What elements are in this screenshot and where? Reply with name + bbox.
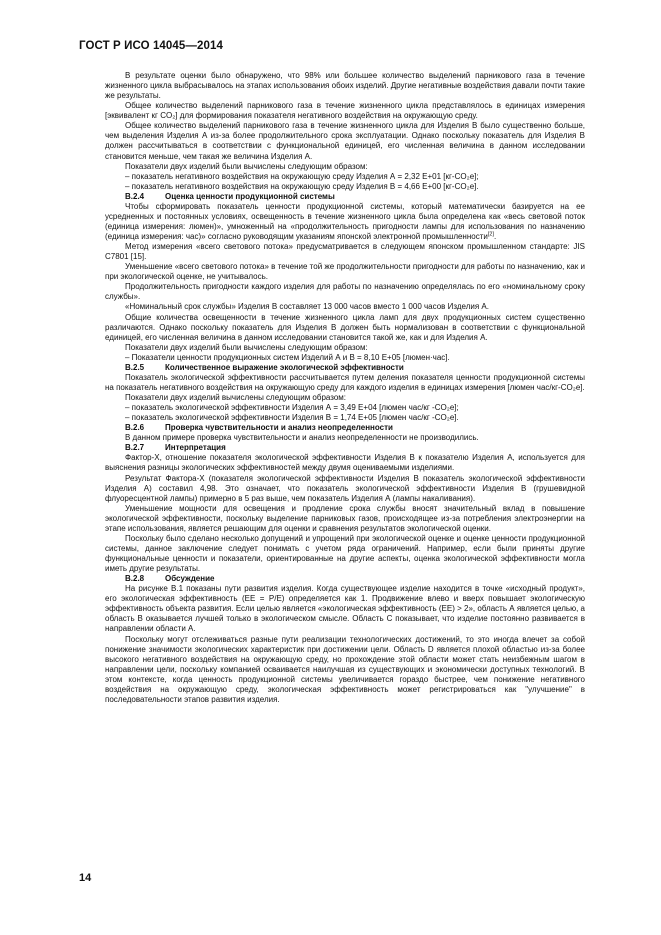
paragraph: Общие количества освещенности в течение жизненного цикла ламп для двух продукционных систем существенно различаются. Однако поскольку показатель для Изделия В должен быть нормализован в соответствии с функциональной единицей, его численная величина в данном исследовании становится такой же, как и для Изделия А. xyxy=(105,312,585,342)
paragraph: Показатель экологической эффективности рассчитывается путем деления показателя ценности продукционной системы на показатель негативного воздействия на окружающую среду для каждого изделия в единицах измерения [люмен час/кг-CO₂e]. xyxy=(105,372,585,392)
paragraph: Поскольку было сделано несколько допущений и упрощений при экологической оценке и оценке ценности продукционной системы, данное заключение следует понимать с учетом ряда ограничений. Например, если были приняты другие функциональные ценности и показатели, ориентированные на другие аспекты, оценка экологической эффективности могла иметь другие результаты. xyxy=(105,533,585,574)
page-number: 14 xyxy=(79,872,92,884)
paragraph: Общее количество выделений парникового газа в течение жизненного цикла для Изделия В было существенно больше, чем выделения Изделия А из-за более продолжительного срока эксплуатации. Однако поскольку показатель для Изделия В должен рассчитываться в соответствии с функциональной единицей, его численная величина в данном исследовании становится меньше, чем такая же величина Изделия А. xyxy=(105,121,585,161)
document-header: ГОСТ Р ИСО 14045—2014 xyxy=(79,40,224,52)
paragraph: Показатели двух изделий вычислены следующим образом: xyxy=(125,393,347,402)
paragraph: Чтобы сформировать показатель ценности продукционной системы, который математически базируется на ее усредненных и постоянных условиях, освещенность в течение жизненного цикла была определена как «весь световой поток (единица измерения: люмен)», умноженный на «продолжительность пригодности лампы для использования по назначению (единица измерения: час)» согласно руководящим указаниям японской электронной промышленности[2]. xyxy=(105,201,585,241)
paragraph: На рисунке В.1 показаны пути развития изделия. Когда существующее изделие находится в точке «исходный продукт», его экологическая эффективность (EE = P/E) определяется как 1. Продвижение влево и вверх повышает экологическую эффективность объекта развития. Если целью является «экологическая эффективность (EE) > 2», область А является целью, а область В оказывается лучшей только в экологическом смысле. Область С показывает, что изделие постоянно развивается в направлении области А. xyxy=(105,584,585,634)
list-item: – показатель экологической эффективности Изделия А = 3,49 Е+04 [люмен час/кг -CO₂e]; xyxy=(125,403,459,413)
section-number: В.2.6 xyxy=(125,423,145,433)
paragraph: Показатели двух изделий были вычислены следующим образом: xyxy=(125,161,368,171)
section-title: Интерпретация xyxy=(165,443,226,453)
paragraph: В результате оценки было обнаружено, что 98% или большее количество выделений парникового газа в течение жизненного цикла выбрасывалось на этапах использования обоих изделий. Другие негативные воздействия давали почти такие же результаты. xyxy=(105,71,585,101)
footnote-reference[interactable]: [2] xyxy=(487,231,494,238)
section-title: Проверка чувствительности и анализ неопределенности xyxy=(165,423,393,433)
paragraph: Уменьшение мощности для освещения и продление срока службы вносят значительный вклад в повышение экологической эффективности, поскольку выделение парниковых газов, происходящее из-за потребления электроэнергии на этапе использования, является решающим для оценки и сравнения результатов экологической оценки. xyxy=(105,503,585,533)
document-body xyxy=(105,71,585,705)
section-heading xyxy=(105,443,585,453)
paragraph: Фактор-Х, отношение показателя экологической эффективности Изделия В к показателю Изделия А, используется для выяснения разницы экологических эффективностей между двумя оцениваемыми изделиями. xyxy=(105,453,585,473)
paragraph: Поскольку могут отслеживаться разные пути реализации технологических достижений, то это иногда влечет за собой понижение значимости экологических характеристик при достижении цели. Область D является плохой областью из-за более высокого негативного воздействия на окружающую среду, но прохождение этой области может стать неизбежным шагом в направлении цели, поскольку компанией осваивается наилучшая из существующих и экономически доступных технологий. В этом контексте, когда ценность продукционной системы увеличивается гораздо быстрее, чем понижение негативного воздействия на окружающую среду, экологическая эффективность может регистрироваться как "улучшение" в последовательности этапов развития изделия. xyxy=(105,634,585,704)
section-number: В.2.7 xyxy=(125,443,145,453)
paragraph: В данном примере проверка чувствительности и анализ неопределенности не производились. xyxy=(125,433,479,443)
paragraph: Уменьшение «всего светового потока» в течение той же продолжительности пригодности для работы по назначению, как и при экологической оценке, не учитывалось. xyxy=(105,262,585,282)
section-number: В.2.4 xyxy=(125,191,145,201)
paragraph: Метод измерения «всего светового потока» предусматривается в следующем японском промышленном стандарте: JIS C7801 [15]. xyxy=(105,242,585,262)
section-title: Оценка ценности продукционной системы xyxy=(165,191,335,201)
section-heading xyxy=(105,423,585,433)
section-number: В.2.8 xyxy=(125,574,145,584)
list-item: – Показатели ценности продукционных систем Изделий А и В = 8,10 Е+05 [люмен·час]. xyxy=(125,352,450,362)
list-item: – показатель негативного воздействия на окружающую среду Изделия А = 2,32 Е+01 [кг-CO₂e]; xyxy=(125,171,479,181)
section-title: Количественное выражение экологической эффективности xyxy=(165,362,404,372)
section-heading xyxy=(105,192,585,202)
list-item: – показатель экологической эффективности Изделия В = 1,74 Е+05 [люмен час/кг -CO₂e]. xyxy=(125,413,459,423)
paragraph: Продолжительность пригодности каждого изделия для работы по назначению определялась по его «номинальному сроку службы». xyxy=(105,282,585,302)
section-number: В.2.5 xyxy=(125,362,145,372)
paragraph: Общее количество выделений парникового газа в течение жизненного цикла представлялось в единицах измерения [эквивалент кг CO₂] для формирования показателя негативного воздействия на окружающую среду. xyxy=(105,101,585,121)
section-heading xyxy=(105,363,585,373)
paragraph: «Номинальный срок службы» Изделия В составляет 13 000 часов вместо 1 000 часов Изделия А. xyxy=(125,302,489,312)
section-title: Обсуждение xyxy=(165,574,215,584)
paragraph: Результат Фактора-Х (показателя экологической эффективности Изделия В показатель экологической эффективности Изделия А) составил 4,98. Это означает, что показатель экологической эффективности Изделия В (грушевидной флуоресцентной лампы) примерно в 5 раз выше, чем показатель Изделия А (лампы накаливания). xyxy=(105,473,585,503)
section-heading xyxy=(105,574,585,584)
paragraph: Показатели двух изделий были вычислены следующим образом: xyxy=(125,342,368,352)
list-item: – показатель негативного воздействия на окружающую среду Изделия В = 4,66 Е+00 [кг-CO₂e]. xyxy=(125,181,479,191)
paragraph-text: Чтобы сформировать показатель ценности продукционной системы, который математически базируется на ее усредненных и постоянных условиях, освещенность в течение жизненного цикла была определена как «весь световой поток (единица измерения: люмен)», умноженный на «продолжительность пригодности лампы для использования по назначению (единица измерения: час)» согласно руководящим указаниям японской электронной промышленности xyxy=(105,201,585,241)
